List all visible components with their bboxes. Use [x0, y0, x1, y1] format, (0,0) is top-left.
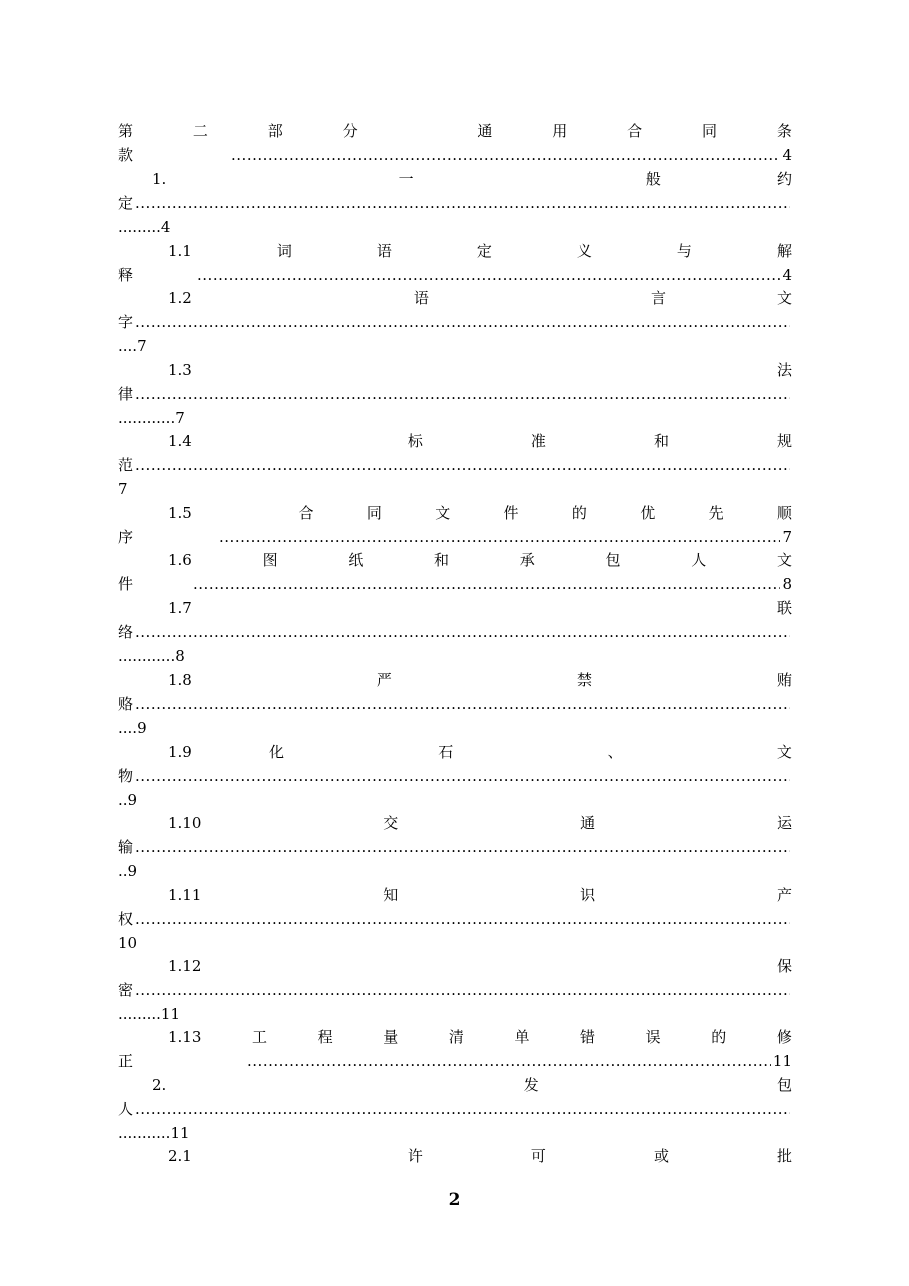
toc-entry-char: 同 — [366, 504, 382, 522]
toc-entry-char: 可 — [530, 1147, 546, 1165]
toc-entry-tail: 释 — [118, 266, 134, 284]
toc-entry-char: 误 — [645, 1028, 661, 1046]
toc-entry-char: 1.2 — [168, 289, 192, 307]
toc-entry-leader-line[interactable] — [118, 766, 792, 786]
toc-entry-char: 准 — [530, 432, 546, 450]
toc-entry-tail: 输 — [118, 838, 134, 856]
toc-entry-head[interactable] — [168, 550, 792, 570]
toc-entry-char: 人 — [691, 551, 707, 569]
toc-entry-char: 1.4 — [168, 432, 192, 450]
toc-entry-char: 言 — [650, 289, 666, 307]
toc-entry-head[interactable] — [168, 813, 792, 833]
toc-entry-leader-line[interactable] — [118, 312, 792, 332]
toc-entry-wrap: ....9 — [118, 719, 147, 737]
toc-entry-char: 量 — [383, 1028, 399, 1046]
toc-entry-char: 文 — [776, 551, 792, 569]
toc-entry-char: 知 — [383, 886, 399, 904]
toc-entry-char: 同 — [701, 122, 717, 140]
toc-entry-char: 包 — [605, 551, 621, 569]
toc-entry-head[interactable] — [168, 241, 792, 261]
toc-entry-tail: 范 — [118, 456, 134, 474]
toc-entry-char: 1.11 — [168, 886, 202, 904]
toc-entry-head[interactable] — [152, 169, 792, 189]
toc-entry-tail: 人 — [118, 1100, 134, 1118]
toc-entry-head[interactable] — [152, 1075, 792, 1095]
toc-entry-head[interactable] — [168, 956, 792, 976]
toc-entry-char: 批 — [776, 1147, 792, 1165]
toc-entry-char: 产 — [776, 886, 792, 904]
toc-entry-char: 工 — [252, 1028, 268, 1046]
toc-entry-char: 1.7 — [168, 599, 192, 617]
toc-entry-char: 语 — [376, 242, 392, 260]
toc-entry-char: 文 — [776, 289, 792, 307]
toc-entry-char: 1.5 — [168, 504, 192, 522]
toc-entry-char: 合 — [627, 122, 643, 140]
toc-entry-leader-line[interactable] — [118, 455, 792, 475]
toc-entry-wrap: .........11 — [118, 1005, 180, 1023]
toc-entry-tail: 序 — [118, 528, 134, 546]
dot-leader — [135, 980, 790, 1000]
toc-entry-char: 图 — [262, 551, 278, 569]
toc-entry-char: 与 — [676, 242, 692, 260]
toc-entry-char: 1.1 — [168, 242, 192, 260]
toc-entry-char: 分 — [342, 122, 358, 140]
toc-entry-leader-line[interactable] — [118, 837, 792, 857]
dot-leader — [231, 145, 780, 165]
toc-entry-wrap: ...........11 — [118, 1124, 190, 1142]
toc-entry-tail: 件 — [118, 575, 134, 593]
toc-entry-head[interactable] — [168, 288, 792, 308]
toc-entry-char: 1.9 — [168, 743, 192, 761]
toc-entry-head[interactable] — [168, 503, 792, 523]
toc-entry-char: 修 — [776, 1028, 792, 1046]
toc-entry-char: 禁 — [576, 671, 592, 689]
toc-entry-char: 合 — [298, 504, 314, 522]
toc-entry-tail: 物 — [118, 767, 134, 785]
toc-page-number: 4 — [782, 146, 792, 164]
toc-entry-head[interactable] — [168, 598, 792, 618]
toc-entry-char: 2. — [152, 1076, 167, 1094]
dot-leader — [135, 312, 790, 332]
toc-entry-char: 单 — [514, 1028, 530, 1046]
toc-entry-char: 许 — [407, 1147, 423, 1165]
toc-entry-char: 般 — [645, 170, 661, 188]
toc-entry-char: 顺 — [776, 504, 792, 522]
toc-entry-char: 或 — [653, 1147, 669, 1165]
toc-entry-char: 、 — [607, 743, 623, 761]
toc-entry-char: 优 — [640, 504, 656, 522]
toc-entry-char: 部 — [267, 122, 283, 140]
toc-entry-char: 词 — [276, 242, 292, 260]
toc-entry-head[interactable] — [168, 885, 792, 905]
toc-entry-char: 1.13 — [168, 1028, 202, 1046]
toc-entry-tail: 络 — [118, 623, 134, 641]
toc-entry-char: 通 — [477, 122, 493, 140]
toc-entry-head[interactable] — [168, 742, 792, 762]
toc-entry-char: 2.1 — [168, 1147, 192, 1165]
toc-entry-char: 用 — [552, 122, 568, 140]
toc-entry-tail: 赂 — [118, 695, 134, 713]
toc-entry-char: 法 — [776, 361, 792, 379]
toc-entry-char: 文 — [435, 504, 451, 522]
toc-page-number: 8 — [782, 575, 792, 593]
dot-leader — [135, 837, 790, 857]
toc-entry-char: 严 — [376, 671, 392, 689]
toc-entry-char: 二 — [192, 122, 208, 140]
toc-entry-char: 程 — [317, 1028, 333, 1046]
dot-leader — [135, 766, 790, 786]
dot-leader — [135, 455, 790, 475]
toc-entry-char: 的 — [711, 1028, 727, 1046]
toc-entry-leader-line[interactable] — [118, 694, 792, 714]
toc-entry-char: 1. — [152, 170, 167, 188]
toc-entry-char: 语 — [413, 289, 429, 307]
toc-entry-tail: 密 — [118, 981, 134, 999]
toc-entry-char: 解 — [776, 242, 792, 260]
toc-entry-char: 1.3 — [168, 361, 192, 379]
toc-entry-char: 1.12 — [168, 957, 202, 975]
toc-entry-tail: 定 — [118, 194, 134, 212]
toc-entry-leader-line[interactable] — [118, 622, 792, 642]
toc-entry-leader-line[interactable] — [118, 980, 792, 1000]
toc-entry-char: 1.6 — [168, 551, 192, 569]
toc-entry-char: 和 — [434, 551, 450, 569]
toc-entry-tail: 正 — [118, 1052, 134, 1070]
toc-entry-char: 的 — [571, 504, 587, 522]
toc-entry-tail: 权 — [118, 910, 134, 928]
toc-entry-char: 条 — [776, 122, 792, 140]
dot-leader — [135, 193, 790, 213]
toc-entry-char: 通 — [580, 814, 596, 832]
toc-entry-head[interactable] — [168, 431, 792, 451]
dot-leader — [247, 1051, 771, 1071]
toc-entry-char: 联 — [776, 599, 792, 617]
toc-page-number: 11 — [772, 1052, 792, 1070]
toc-entry-leader-line[interactable] — [118, 1051, 792, 1071]
toc-entry-leader-line[interactable] — [118, 574, 792, 594]
toc-entry-char: 一 — [398, 170, 414, 188]
toc-entry-leader-line[interactable] — [118, 909, 792, 929]
toc-entry-char: 错 — [580, 1028, 596, 1046]
toc-entry-char: 件 — [503, 504, 519, 522]
toc-entry-wrap: ..9 — [118, 791, 138, 809]
toc-entry-char: 石 — [438, 743, 454, 761]
toc-entry-head[interactable] — [168, 670, 792, 690]
dot-leader — [193, 574, 780, 594]
toc-entry-char: 保 — [776, 957, 792, 975]
page-number: 2 — [448, 1190, 461, 1210]
toc-entry-wrap: ............7 — [118, 409, 185, 427]
dot-leader — [135, 622, 790, 642]
toc-entry-char: 1.8 — [168, 671, 192, 689]
toc-entry-char: 发 — [523, 1076, 539, 1094]
toc-entry-char: 约 — [776, 170, 792, 188]
toc-entry-char: 化 — [269, 743, 285, 761]
toc-entry-leader-line[interactable] — [118, 193, 792, 213]
toc-entry-tail: 律 — [118, 385, 134, 403]
toc-entry-wrap: ............8 — [118, 647, 185, 665]
toc-entry-char: 承 — [519, 551, 535, 569]
toc-entry-char: 贿 — [776, 671, 792, 689]
toc-entry-char: 纸 — [348, 551, 364, 569]
toc-page-number: 4 — [782, 266, 792, 284]
dot-leader — [135, 909, 790, 929]
toc-entry-char: 清 — [448, 1028, 464, 1046]
toc-entry-char: 1.10 — [168, 814, 202, 832]
toc-entry-tail: 款 — [118, 146, 134, 164]
toc-entry-tail: 字 — [118, 313, 134, 331]
toc-entry-wrap: 10 — [118, 934, 138, 952]
toc-entry-leader-line[interactable] — [118, 384, 792, 404]
toc-entry-head[interactable] — [168, 360, 792, 380]
toc-entry-char: 先 — [708, 504, 724, 522]
toc-entry-head[interactable] — [118, 121, 792, 141]
dot-leader — [135, 694, 790, 714]
toc-entry-leader-line[interactable] — [118, 265, 792, 285]
toc-entry-char: 包 — [776, 1076, 792, 1094]
toc-entry-wrap: 7 — [118, 480, 128, 498]
toc-entry-char: 第 — [118, 122, 134, 140]
dot-leader — [197, 265, 780, 285]
toc-entry-char: 识 — [580, 886, 596, 904]
toc-entry-head[interactable] — [168, 1146, 792, 1166]
toc-entry-char: 和 — [653, 432, 669, 450]
toc-entry-leader-line[interactable] — [118, 145, 792, 165]
toc-entry-char: 标 — [407, 432, 423, 450]
toc-entry-head[interactable] — [168, 1027, 792, 1047]
toc-entry-wrap: ....7 — [118, 337, 147, 355]
toc-entry-char: 规 — [776, 432, 792, 450]
dot-leader — [135, 384, 790, 404]
toc-entry-char: 定 — [476, 242, 492, 260]
toc-entry-char: 文 — [776, 743, 792, 761]
toc-entry-wrap: .........4 — [118, 218, 171, 236]
dot-leader — [135, 1099, 790, 1119]
toc-entry-char: 义 — [576, 242, 592, 260]
dot-leader — [219, 527, 780, 547]
toc-page-number: 7 — [782, 528, 792, 546]
toc-entry-char: 交 — [383, 814, 399, 832]
toc-entry-char: 运 — [776, 814, 792, 832]
toc-entry-wrap: ..9 — [118, 862, 138, 880]
toc-entry-leader-line[interactable] — [118, 527, 792, 547]
toc-entry-leader-line[interactable] — [118, 1099, 792, 1119]
